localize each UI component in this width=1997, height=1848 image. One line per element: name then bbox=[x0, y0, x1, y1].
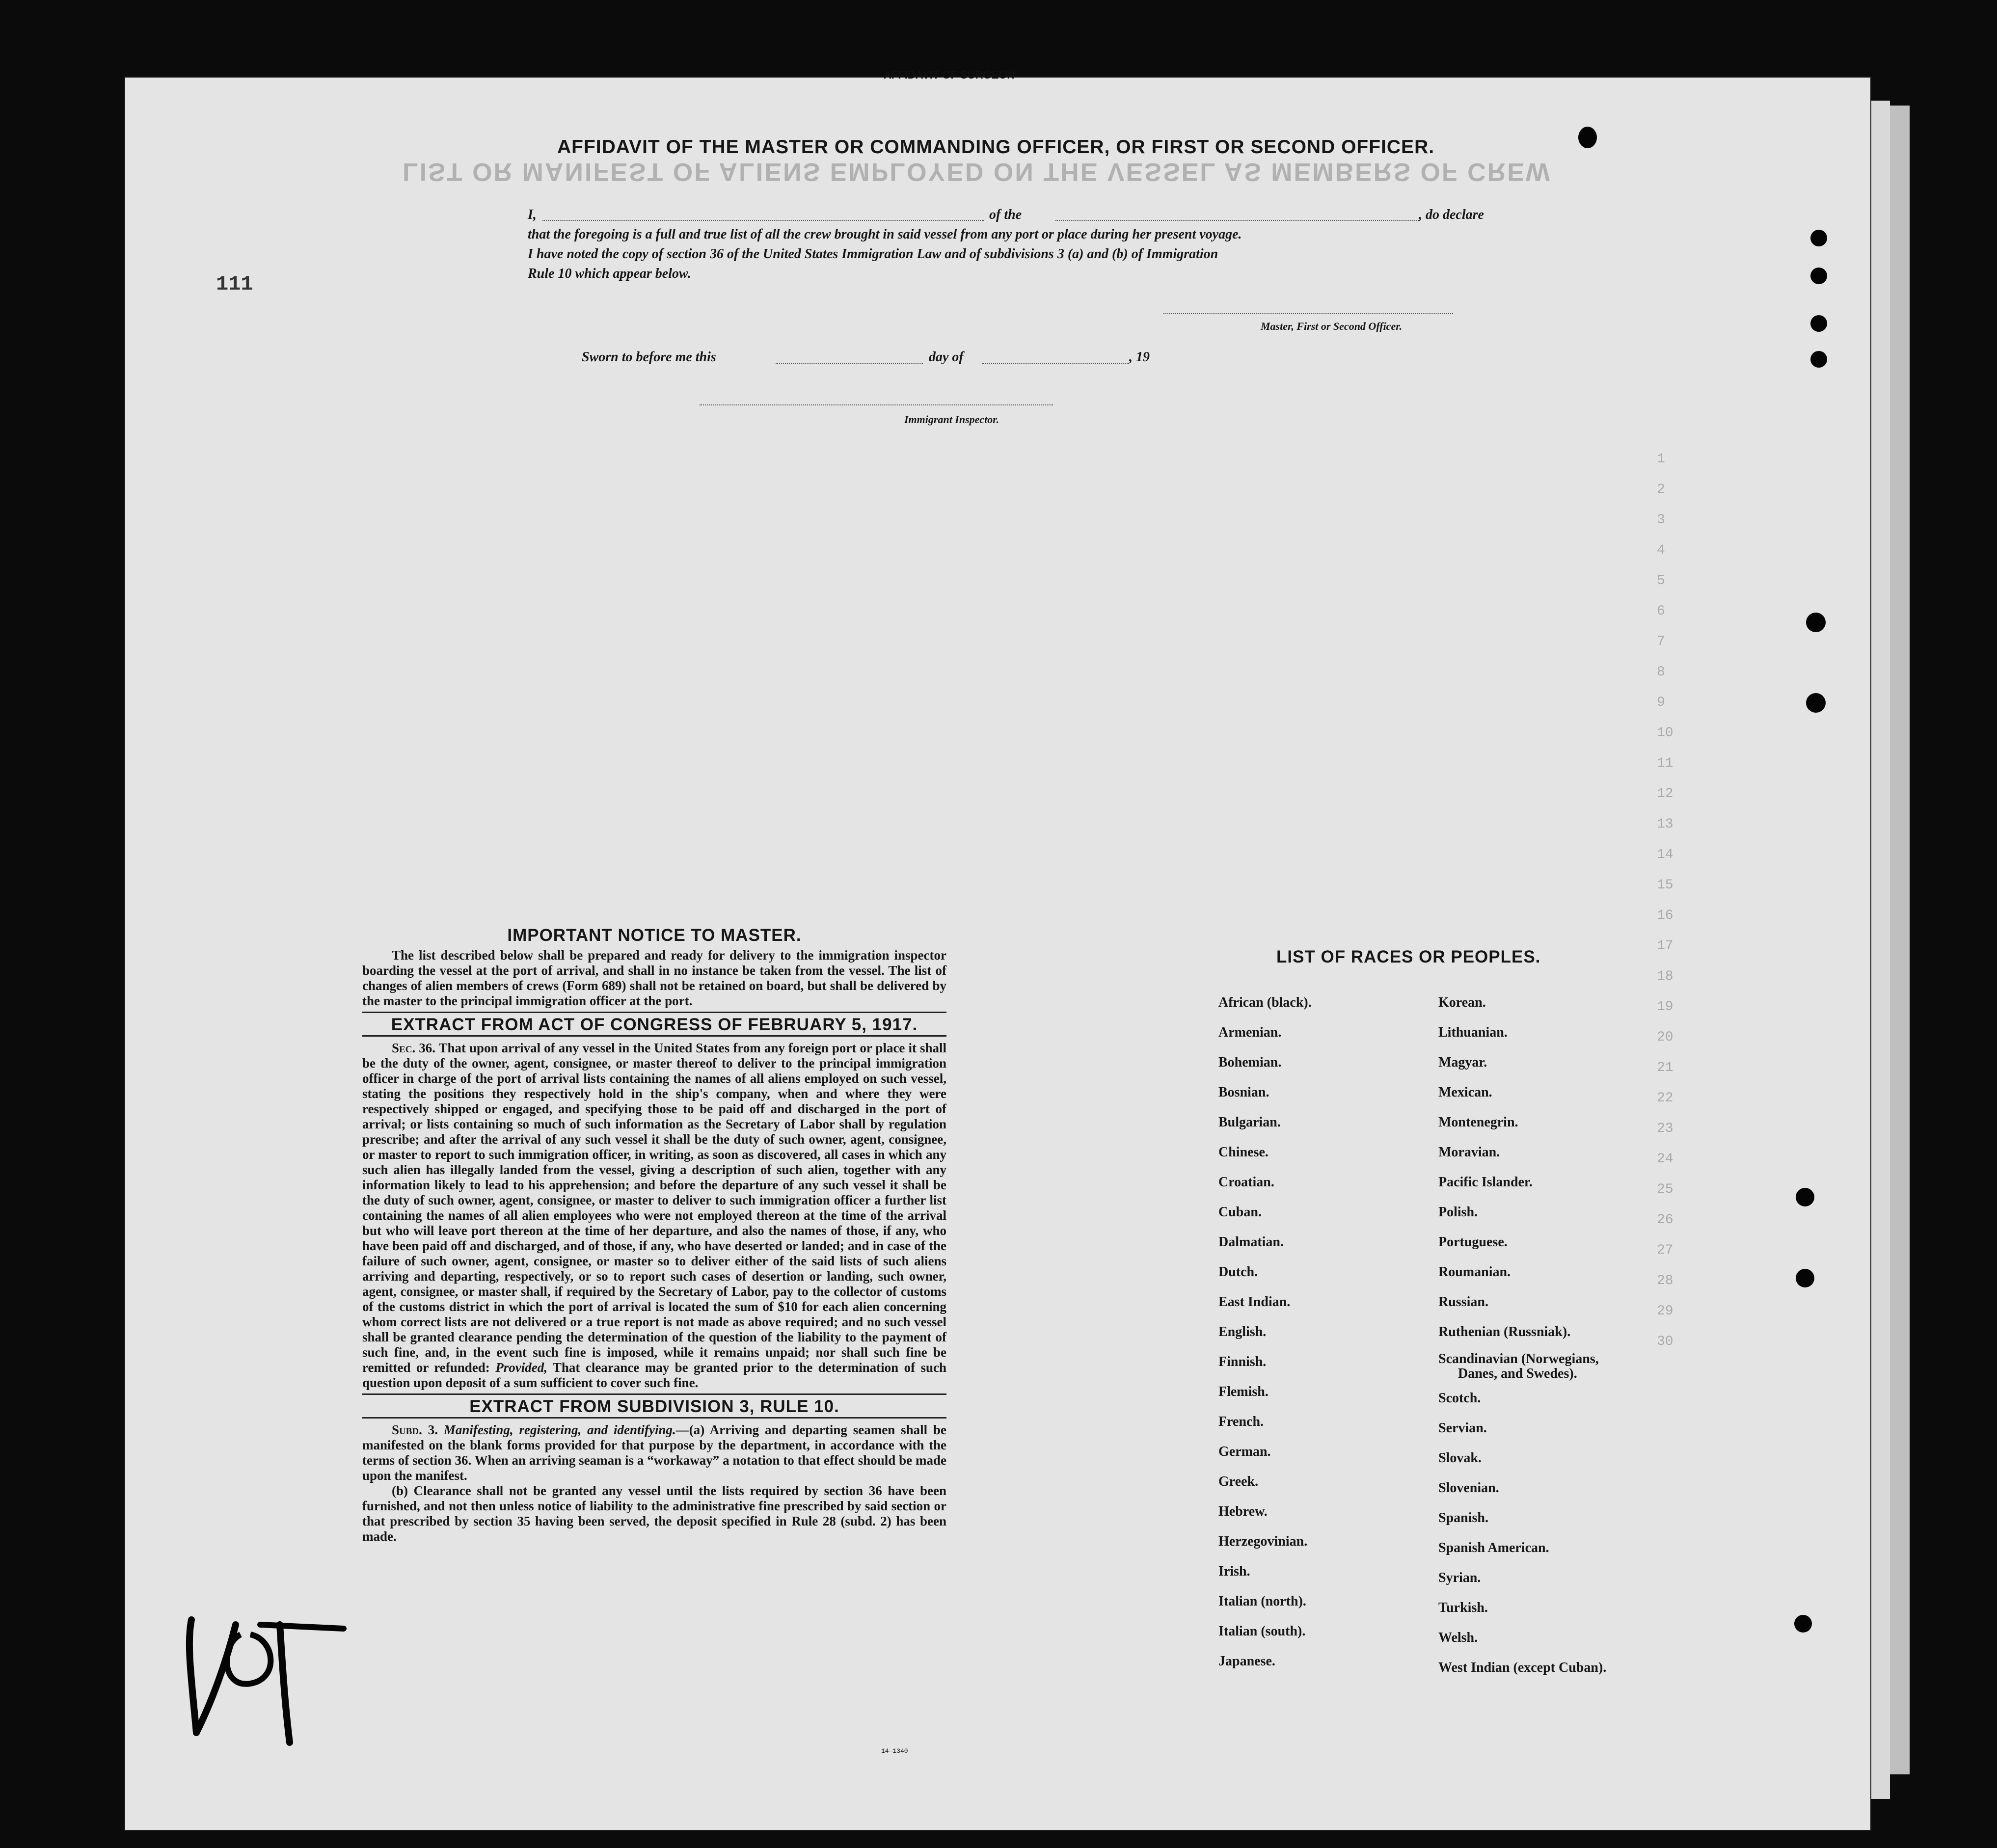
race-item: Irish. bbox=[1218, 1564, 1250, 1579]
affidavit-title: AFFIDAVIT OF THE MASTER OR COMMANDING OFFICER, OR FIRST OR SECOND OFFICER. bbox=[557, 136, 1435, 158]
binder-hole bbox=[1810, 230, 1827, 246]
year-label: , 19 bbox=[1129, 349, 1150, 365]
race-item: Ruthenian (Russniak). bbox=[1438, 1324, 1571, 1339]
race-item: Montenegrin. bbox=[1438, 1115, 1518, 1130]
bleed-through-row-number: 23 bbox=[1657, 1121, 1673, 1136]
race-item: Moravian. bbox=[1438, 1145, 1500, 1160]
section-36-text bbox=[362, 1041, 946, 1391]
sec36-body: That upon arrival of any vessel in the United States from any foreign port or place it shall be the duty of the owner, agent, consignee, or master thereof to deliver to the principal immigration officer in charge of the port of arrival lists containing the names of all aliens employed on such vessel, stating the positions they respectively hold in the ship's company, when and where they were respectively shipped or engaged, and specifying those to be paid off and discharged in the port of arrival; or lists containing so much of such information as the Secretary of Labor shall by regulation prescribe; and after the arrival of any such vessel it shall be the duty of such owner, agent, consignee, or master to report to such immigration officer, in writing, as soon as discovered, all cases in which any such alien has illegally landed from the vessel, giving a description of such alien, together with any information likely to lead to his apprehension; and before the departure of any such vessel it shall be the duty of such owner, agent, consignee, or master to deliver to such immigration officer a further list containing the names of all alien employees who were not employed thereon at the time of the arrival but who will leave port thereon at the time of her departure, and also the names of those, if any, who have been paid off and discharged, and of those, if any, who have deserted or landed; and in case of the failure of such owner, agent, consignee, or master so to deliver either of the said lists of such aliens arriving and departing, respectively, or so to report such cases of desertion or landing, such owner, agent, consignee, or master shall, if required by the Secretary of Labor, pay to the collector of customs of the customs district in which the port of arrival is located the sum of $10 for each alien concerning whom correct lists are not delivered or a true report is not made as above required; and no such vessel shall be granted clearance pending the determination of the question of the liability to the payment of such fine, and, in the event such fine is imposed, while it remains unpaid; nor shall such fine be remitted or refunded: bbox=[362, 1041, 946, 1375]
races-right-column bbox=[1438, 988, 1606, 1683]
notice-section bbox=[362, 928, 946, 1544]
bleed-through-row-number: 22 bbox=[1657, 1091, 1673, 1106]
declaration-line-2: that the foregoing is a full and true list of all the crew brought in said vessel from any port or place during her present voyage. bbox=[528, 227, 1242, 242]
race-item: Scandinavian (Norwegians, bbox=[1438, 1351, 1599, 1366]
binder-hole bbox=[1578, 127, 1597, 148]
bleed-through-row-number: 18 bbox=[1657, 969, 1673, 984]
race-item: Greek. bbox=[1218, 1474, 1259, 1489]
declaration-of-the: of the bbox=[989, 207, 1022, 222]
bleed-through-row-number: 25 bbox=[1657, 1182, 1673, 1197]
race-item: Chinese. bbox=[1218, 1145, 1268, 1160]
race-item: Welsh. bbox=[1438, 1630, 1478, 1645]
inspector-label: Immigrant Inspector. bbox=[904, 413, 999, 426]
divider bbox=[362, 1012, 946, 1013]
bleed-through-row-number: 30 bbox=[1657, 1334, 1673, 1349]
master-signature-line bbox=[1163, 304, 1453, 314]
bleed-through-row-number: 13 bbox=[1657, 817, 1673, 832]
act-heading: EXTRACT FROM ACT OF CONGRESS OF FEBRUARY 5, 1917. bbox=[391, 1015, 918, 1034]
bleed-through-row-number: 29 bbox=[1657, 1304, 1673, 1319]
name-blank bbox=[542, 205, 984, 221]
bleed-through-row-number: 26 bbox=[1657, 1212, 1673, 1228]
bleed-through-row-number: 3 bbox=[1657, 512, 1665, 528]
race-item: East Indian. bbox=[1218, 1294, 1291, 1310]
stamp-text: AFFIDAVIT OF SURGEON bbox=[884, 69, 1015, 81]
race-item: Bosnian. bbox=[1218, 1085, 1269, 1100]
race-item: Pacific Islander. bbox=[1438, 1175, 1533, 1190]
handwritten-initials bbox=[177, 1605, 353, 1752]
provided-word: Provided, bbox=[495, 1360, 547, 1375]
bleed-through-row-number: 8 bbox=[1657, 665, 1665, 680]
declaration-line-3: I have noted the copy of section 36 of the United States Immigration Law and of subdivisions 3 (a) and (b) of Immigration bbox=[528, 246, 1218, 262]
race-item: Korean. bbox=[1438, 995, 1486, 1010]
binder-hole bbox=[1810, 351, 1827, 368]
bleed-through-row-number: 27 bbox=[1657, 1243, 1673, 1258]
race-item: Spanish. bbox=[1438, 1510, 1488, 1526]
race-item: Dalmatian. bbox=[1218, 1234, 1284, 1250]
race-item: French. bbox=[1218, 1414, 1264, 1429]
sec36-end: That clearance may be granted prior to the determination of such question upon deposit of a sum sufficient to cover such fine. bbox=[362, 1360, 946, 1390]
race-item: Lithuanian. bbox=[1438, 1025, 1508, 1040]
subdivision-a-text bbox=[362, 1422, 946, 1483]
race-item: Russian. bbox=[1438, 1294, 1488, 1310]
binder-hole bbox=[1796, 1269, 1814, 1287]
bleed-through-row-number: 24 bbox=[1657, 1152, 1673, 1167]
declaration-do-declare: , do declare bbox=[1419, 207, 1484, 222]
race-item: Finnish. bbox=[1218, 1354, 1267, 1369]
bleed-through-row-number: 20 bbox=[1657, 1030, 1673, 1045]
binder-hole bbox=[1794, 1615, 1812, 1633]
bleed-through-row-number: 19 bbox=[1657, 999, 1673, 1015]
race-item: Hebrew. bbox=[1218, 1504, 1268, 1519]
bleed-through-row-number: 14 bbox=[1657, 847, 1673, 862]
bleed-through-row-number: 7 bbox=[1657, 634, 1665, 649]
bleed-through-title: LIST OR MANIFEST OF ALIENS EMPLOYED ON THE VESSEL AS MEMBERS OF CREW bbox=[403, 158, 1551, 186]
bleed-through-row-number: 17 bbox=[1657, 938, 1673, 954]
race-item: Mexican. bbox=[1438, 1085, 1492, 1100]
declaration-line-4: Rule 10 which appear below. bbox=[528, 266, 691, 281]
divider bbox=[362, 1035, 946, 1037]
inspector-signature-line bbox=[700, 397, 1053, 405]
race-item: German. bbox=[1218, 1444, 1271, 1459]
race-item: English. bbox=[1218, 1324, 1267, 1339]
race-item: Scotch. bbox=[1438, 1391, 1481, 1406]
bleed-through-row-number: 4 bbox=[1657, 543, 1665, 558]
race-item: Bulgarian. bbox=[1218, 1115, 1281, 1130]
sec-label: Sec. 36. bbox=[392, 1041, 435, 1055]
race-item: Roumanian. bbox=[1438, 1264, 1511, 1280]
bleed-through-row-number: 5 bbox=[1657, 573, 1665, 589]
subd-title: Manifesting, registering, and identifying. bbox=[443, 1422, 676, 1437]
races-left-column bbox=[1218, 988, 1312, 1676]
race-item: Japanese. bbox=[1218, 1654, 1275, 1669]
race-item: Turkish. bbox=[1438, 1600, 1488, 1615]
bleed-through-row-number: 16 bbox=[1657, 908, 1673, 923]
bleed-through-row-number: 15 bbox=[1657, 878, 1673, 893]
bleed-through-row-number: 21 bbox=[1657, 1060, 1673, 1075]
race-item: Italian (south). bbox=[1218, 1624, 1306, 1639]
subd-a-body: —(a) Arriving and departing seamen shall be manifested on the blank forms provided for that purpose by the department, in accordance with the terms of section 36. When an arriving seaman is a “workaway” a notation to that effect should be made upon the manifest. bbox=[362, 1422, 946, 1483]
race-item: Spanish American. bbox=[1438, 1540, 1549, 1555]
subd-label: Subd. 3. bbox=[392, 1422, 438, 1437]
race-item: Cuban. bbox=[1218, 1205, 1262, 1220]
race-item: Flemish. bbox=[1218, 1384, 1268, 1399]
bleed-through-row-number: 9 bbox=[1657, 695, 1665, 710]
race-item: African (black). bbox=[1218, 995, 1312, 1010]
sworn-day-blank bbox=[776, 353, 923, 364]
binder-hole bbox=[1810, 315, 1827, 332]
binder-hole bbox=[1806, 613, 1826, 632]
race-item: West Indian (except Cuban). bbox=[1438, 1660, 1607, 1675]
sworn-label: Sworn to before me this bbox=[582, 349, 716, 365]
race-item: Herzegovinian. bbox=[1218, 1534, 1308, 1549]
race-item: Slovak. bbox=[1438, 1450, 1482, 1466]
bleed-through-row-number: 6 bbox=[1657, 604, 1665, 619]
bleed-through-row-number: 1 bbox=[1657, 452, 1665, 467]
divider bbox=[362, 1393, 946, 1395]
race-item: Dutch. bbox=[1218, 1264, 1258, 1280]
bleed-through-row-number: 12 bbox=[1657, 786, 1673, 802]
bleed-through-mark: 111 bbox=[216, 272, 253, 296]
declaration-i: I, bbox=[528, 207, 537, 222]
race-item: Magyar. bbox=[1438, 1055, 1487, 1070]
underlying-page-edge-dark bbox=[1890, 106, 1910, 1774]
day-of-label: day of bbox=[929, 349, 964, 365]
notice-text: The list described below shall be prepared and ready for delivery to the immigration inspector boarding the vessel at the port of arrival, and shall in no instance be taken from the vessel. The list of changes of alien members of crews (Form 689) shall not be retained on board, but shall be delivered by the master to the principal immigration officer at the port. bbox=[362, 948, 946, 1008]
rule-heading: EXTRACT FROM SUBDIVISION 3, RULE 10. bbox=[469, 1397, 839, 1416]
bleed-through-row-number: 28 bbox=[1657, 1273, 1673, 1288]
divider bbox=[362, 1417, 946, 1419]
race-item: Croatian. bbox=[1218, 1175, 1274, 1190]
notice-heading: IMPORTANT NOTICE TO MASTER. bbox=[507, 926, 802, 945]
vessel-blank bbox=[1055, 205, 1419, 221]
race-item: Servian. bbox=[1438, 1420, 1487, 1436]
binder-hole bbox=[1810, 268, 1827, 284]
race-item: Danes, and Swedes). bbox=[1458, 1366, 1577, 1381]
race-item: Portuguese. bbox=[1438, 1234, 1508, 1250]
binder-hole bbox=[1796, 1188, 1814, 1206]
race-item: Armenian. bbox=[1218, 1025, 1282, 1040]
bleed-through-row-number: 10 bbox=[1657, 725, 1673, 741]
race-item: Slovenian. bbox=[1438, 1480, 1499, 1496]
bleed-through-row-number: 11 bbox=[1657, 756, 1673, 771]
race-item: Syrian. bbox=[1438, 1570, 1481, 1585]
race-item: Italian (north). bbox=[1218, 1594, 1306, 1609]
sworn-month-blank bbox=[982, 353, 1129, 364]
races-heading: LIST OF RACES OR PEOPLES. bbox=[1276, 947, 1541, 966]
subdivision-b-text: (b) Clearance shall not be granted any vessel until the lists required by section 36 have been furnished, and not then unless notice of liability to the administrative fine prescribed by said section or that prescribed by section 35 having been served, the deposit specified in Rule 28 (subd. 2) has been made. bbox=[362, 1483, 946, 1544]
race-item: Bohemian. bbox=[1218, 1055, 1282, 1070]
form-number: 14—1340 bbox=[881, 1747, 908, 1755]
binder-hole bbox=[1806, 693, 1826, 713]
bleed-through-row-number: 2 bbox=[1657, 482, 1665, 497]
race-item: Polish. bbox=[1438, 1205, 1478, 1220]
master-signature-label: Master, First or Second Officer. bbox=[1261, 320, 1403, 332]
affidavit-declaration bbox=[528, 205, 1490, 284]
